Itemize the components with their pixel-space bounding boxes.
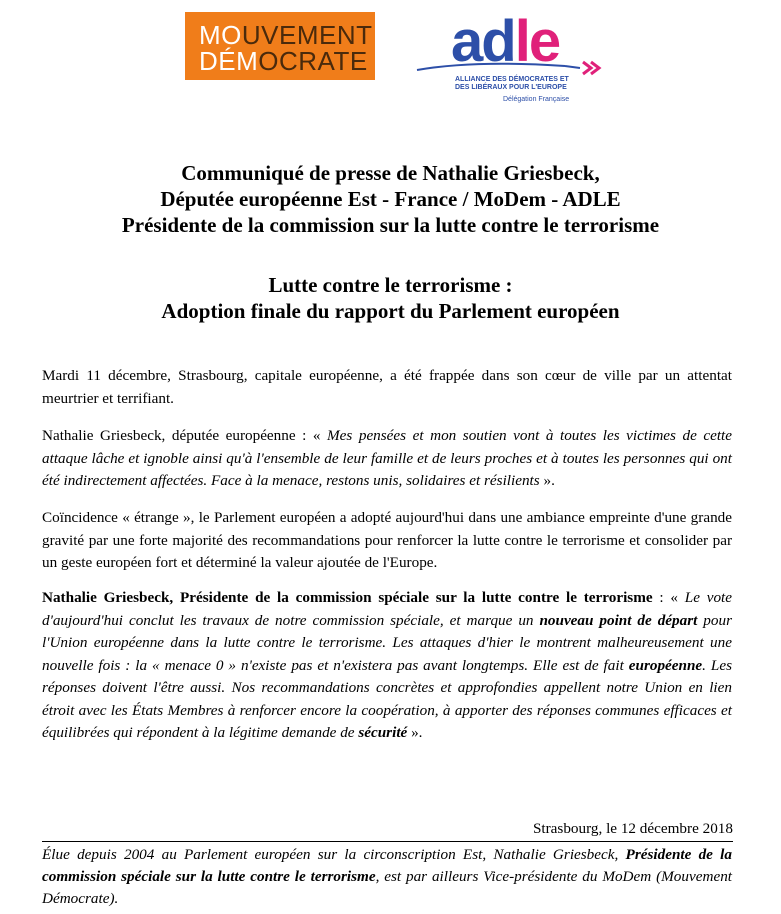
heading-line: Adoption finale du rapport du Parlement européen — [161, 299, 620, 323]
heading-line: Lutte contre le terrorisme : — [268, 273, 513, 297]
paragraph-4: Nathalie Griesbeck, Présidente de la commission spéciale sur la lutte contre le terrorisme : « Le vote d'aujourd'hui conclut les travaux de notre commission spéciale, et marque un nouveau point de départ pour l'Union européenne dans la lutte contre le terrorisme. Les attaques d'hier le montrent malheureusement une nouvelle fois : la « menace 0 » n'existe pas et n'existera pas avant longtemps. Elle est de fait européenne. Les réponses doivent l'être aussi. Nos recommandations concrètes et approfondies appellent notre Union en lien étroit avec les États Membres à renforcer encore la coopération, à apporter des réponses communes efficaces et équilibrées qui répondent à la légitime demande de sécurité ». — [42, 589, 733, 741]
press-release-heading — [0, 160, 781, 238]
paragraph-1: Mardi 11 décembre, Strasbourg, capitale européenne, a été frappée dans son cœur de ville par un attentat meurtrier et terrifiant. — [42, 367, 732, 407]
divider — [42, 841, 733, 842]
adle-swoosh-icon — [415, 56, 615, 76]
modem-logo — [185, 12, 375, 80]
adle-subtitle: ALLIANCE DES DÉMOCRATES ET DES LIBÉRAUX POUR L'EUROPE — [455, 76, 569, 91]
date-line: Strasbourg, le 12 décembre 2018 — [532, 820, 733, 837]
title-heading — [0, 272, 781, 324]
heading-line: Députée européenne Est - France / MoDem - ADLE — [160, 187, 621, 211]
modem-logo-line1: MOUVEMENT — [199, 20, 373, 50]
modem-logo-line2: DÉMOCRATE — [199, 46, 368, 76]
heading-line: Communiqué de presse de Nathalie Griesbeck, — [181, 161, 600, 185]
paragraph-3: Coïncidence « étrange », le Parlement européen a adopté aujourd'hui dans une ambiance empreinte d'une grande gravité par une forte majorité des recommandations pour renforcer la lutte contre le terrorisme et consolider par un geste européen fort et déterminé la valeur ajoutée de l'Europe. — [42, 509, 732, 571]
adle-delegation: Délégation Française — [503, 96, 570, 103]
paragraph-2: Nathalie Griesbeck, députée européenne : « Mes pensées et mon soutien vont à toutes les victimes de cette attaque lâche et ignoble ainsi qu'à l'ensemble de leur famille et de leurs proches et à toutes les personnes qui ont été indirectement affectées. Face à la menace, restons unis, solidaires et résilients ». — [42, 427, 732, 489]
adle-logo — [415, 9, 615, 112]
adle-logo-word: adle — [451, 9, 560, 74]
footer-note: Élue depuis 2004 au Parlement européen sur la circonscription Est, Nathalie Griesbeck, Présidente de la commission spéciale sur la lutte contre le terrorisme, est par ailleurs Vice-présidente du MoDem (Mouvement Démocrate). — [42, 846, 733, 907]
heading-line: Présidente de la commission sur la lutte contre le terrorisme — [121, 213, 660, 237]
